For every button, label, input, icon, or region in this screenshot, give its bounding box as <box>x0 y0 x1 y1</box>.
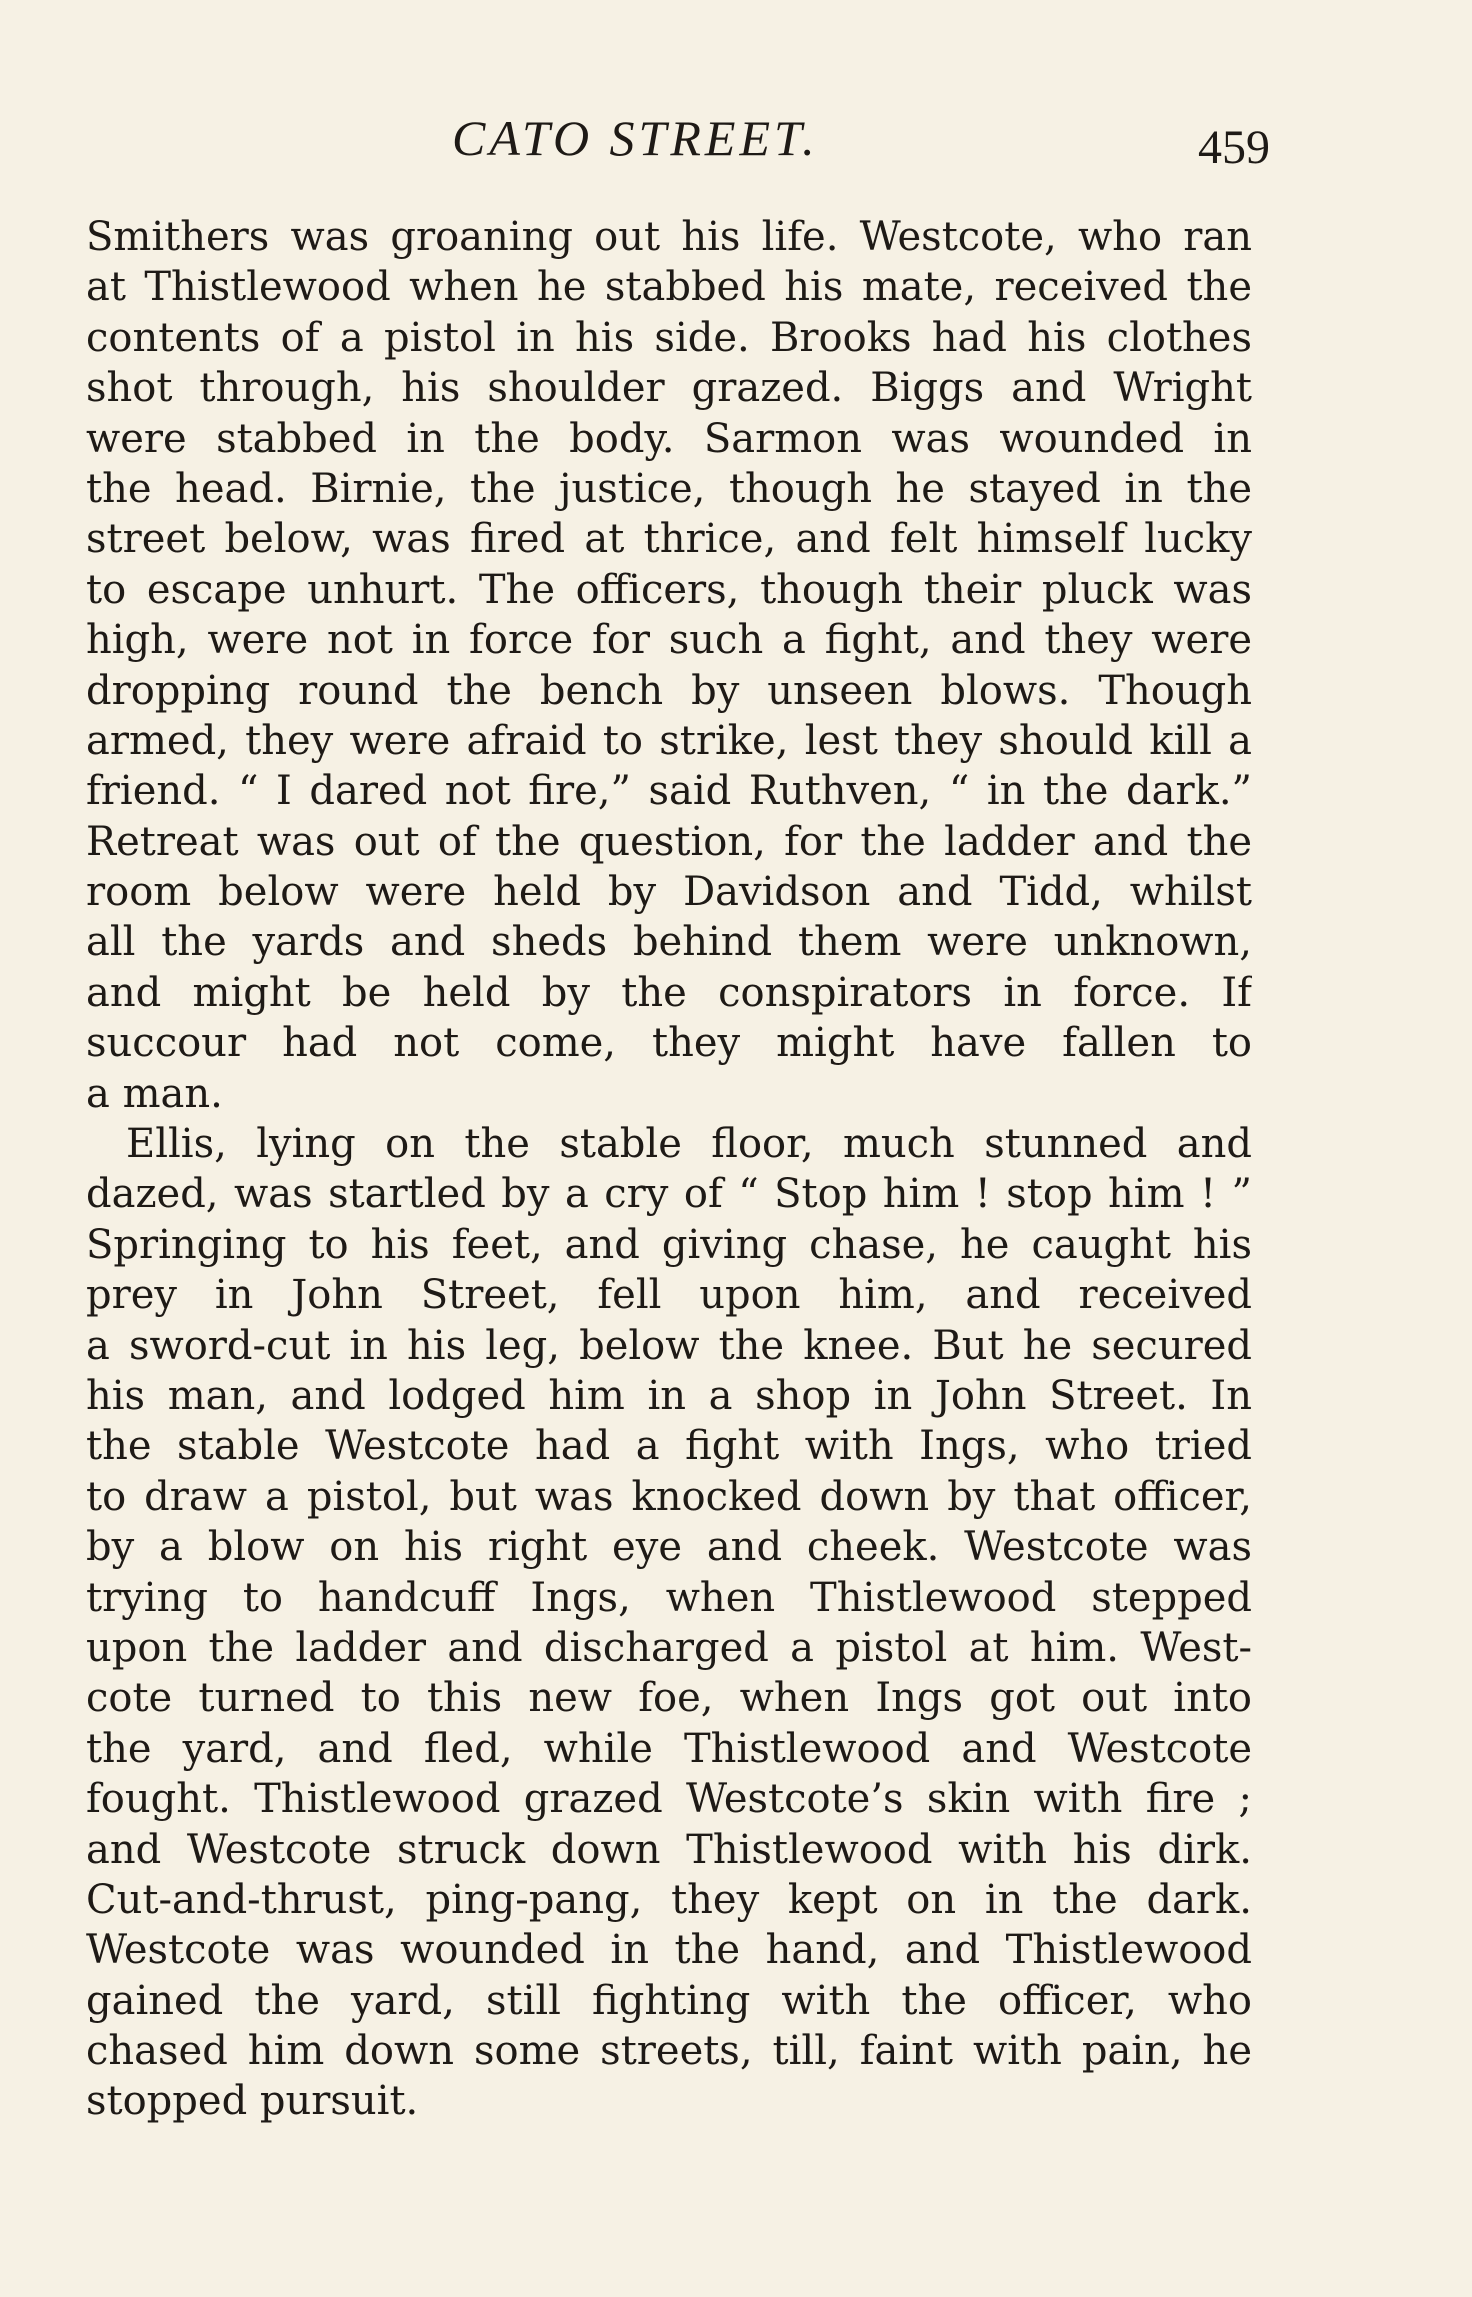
text-line: Smithers was groaning out his life. Westcote, who ran <box>86 214 1252 260</box>
text-line: the yard, and fled, while Thistlewood and Westcote <box>86 1725 1252 1772</box>
text-line: his man, and lodged him in a shop in John Street. In <box>86 1372 1252 1419</box>
text-line: cote turned to this new foe, when Ings got out into <box>86 1675 1252 1722</box>
text-line: Westcote was wounded in the hand, and Thistlewood <box>86 1927 1252 1974</box>
paragraph-2 <box>86 1119 1252 2127</box>
text-line: gained the yard, still fighting with the officer, who <box>86 1977 1252 2024</box>
text-line: dropping round the bench by unseen blows. Though <box>86 667 1252 714</box>
text-line: Springing to his feet, and giving chase, he caught his <box>86 1221 1252 1268</box>
text-line: were stabbed in the body. Sarmon was wounded in <box>86 415 1252 462</box>
text-line: contents of a pistol in his side. Brooks had his clothes <box>86 314 1252 361</box>
page-number: 459 <box>1198 121 1270 174</box>
text-line: dazed, was startled by a cry of “ Stop him ! stop him ! ” <box>86 1171 1252 1218</box>
text-line: shot through, his shoulder grazed. Biggs and Wright <box>86 365 1252 412</box>
text-line: and Westcote struck down Thistlewood with his dirk. <box>86 1826 1252 1873</box>
paragraph-1 <box>86 212 1252 1119</box>
text-line: prey in John Street, fell upon him, and received <box>86 1272 1252 1319</box>
text-line: to draw a pistol, but was knocked down by that officer, <box>86 1473 1252 1520</box>
text-line: the head. Birnie, the justice, though he stayed in the <box>86 465 1252 512</box>
text-line: stopped pursuit. <box>86 2078 419 2125</box>
text-line: to escape unhurt. The officers, though their pluck was <box>86 566 1252 613</box>
text-line: Cut-and-thrust, ping-pang, they kept on in the dark. <box>86 1876 1252 1923</box>
text-line: the stable Westcote had a fight with Ings, who tried <box>86 1423 1252 1470</box>
text-line: a sword-cut in his leg, below the knee. But he secured <box>86 1322 1252 1369</box>
running-head <box>0 108 1472 174</box>
text-line: all the yards and sheds behind them were unknown, <box>86 919 1252 966</box>
text-line: a man. <box>86 1070 223 1117</box>
text-line: fought. Thistlewood grazed Westcote’s skin with fire ; <box>86 1776 1252 1823</box>
text-line: chased him down some streets, till, faint with pain, he <box>86 2028 1252 2075</box>
body-text <box>86 212 1252 2127</box>
text-line: and might be held by the conspirators in force. If <box>86 969 1252 1016</box>
text-line: street below, was fired at thrice, and felt himself lucky <box>86 516 1252 563</box>
text-line: room below were held by Davidson and Tidd, whilst <box>86 869 1252 916</box>
text-line: succour had not come, they might have fallen to <box>86 1020 1252 1067</box>
text-line: Ellis, lying on the stable floor, much stunned and <box>126 1121 1252 1168</box>
text-line: upon the ladder and discharged a pistol at him. West- <box>86 1624 1252 1671</box>
text-line: armed, they were afraid to strike, lest they should kill a <box>86 717 1252 764</box>
text-line: trying to handcuff Ings, when Thistlewood stepped <box>86 1574 1252 1621</box>
text-line: at Thistlewood when he stabbed his mate, received the <box>86 264 1252 311</box>
text-line: high, were not in force for such a fight, and they were <box>86 617 1252 664</box>
text-line: Retreat was out of the question, for the ladder and the <box>86 818 1252 865</box>
running-title: CATO STREET. <box>452 110 819 166</box>
text-line: friend. “ I dared not fire,” said Ruthven, “ in the dark.” <box>86 768 1252 815</box>
text-line: by a blow on his right eye and cheek. Westcote was <box>86 1524 1252 1571</box>
